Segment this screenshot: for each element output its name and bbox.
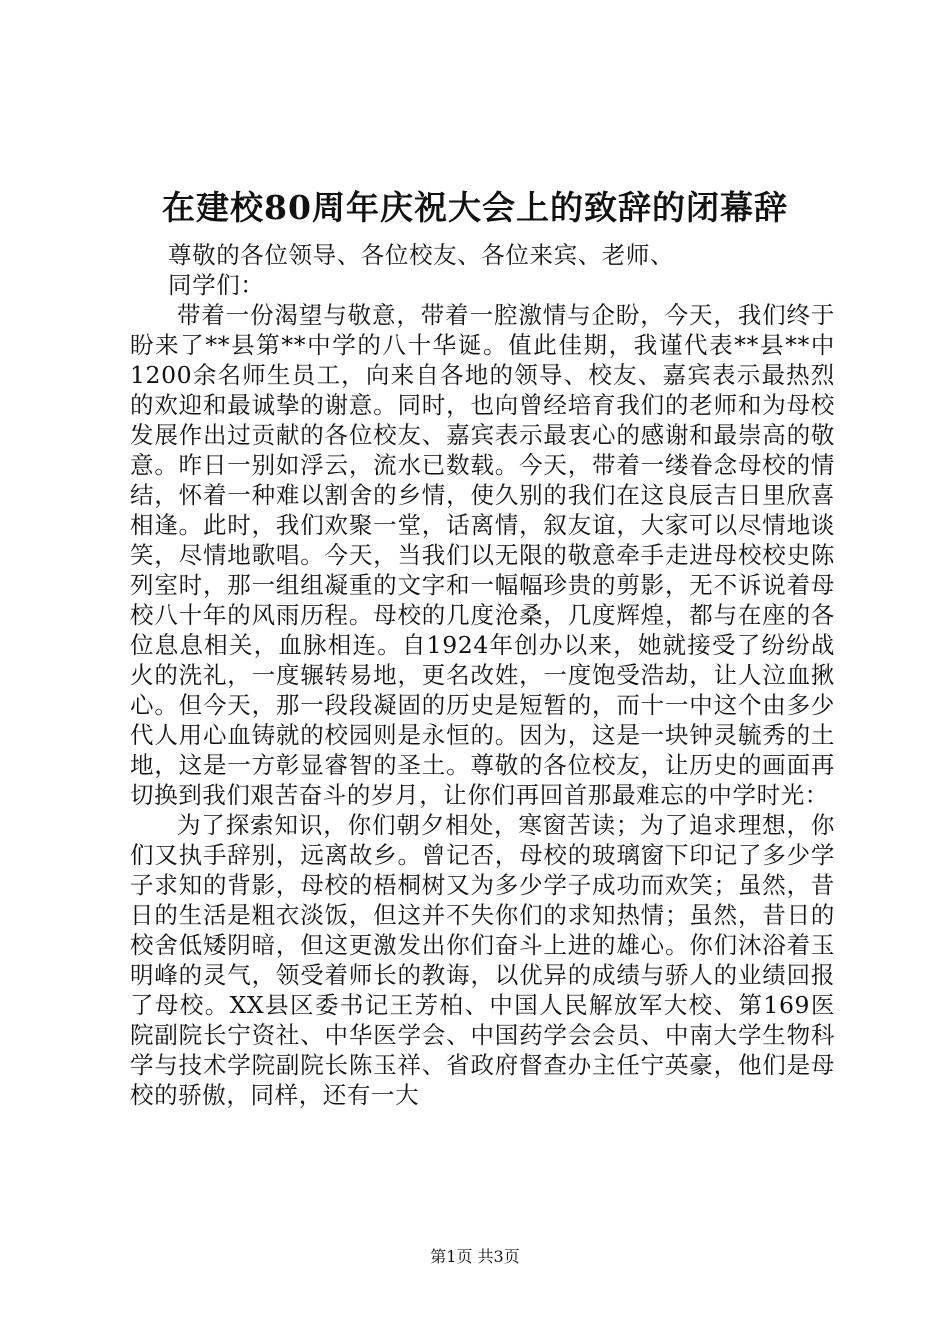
document-body bbox=[130, 240, 835, 1110]
document-title: 在建校80周年庆祝大会上的致辞的闭幕辞 bbox=[162, 188, 788, 227]
paragraph-2: 为了探索知识，你们朝夕相处，寒窗苦读；为了追求理想，你们又执手辞别，远离故乡。曾记否，母校的玻璃窗下印记了多少学子求知的背影，母校的梧桐树又为多少学子成功而欢笑；虽然，昔日的生活是粗衣淡饭，但这并不失你们的求知热情；虽然，昔日的校舍低矮阴暗，但这更激发出你们奋斗上进的雄心。你们沐浴着玉明峰的灵气，领受着师长的教诲，以优异的成绩与骄人的业绩回报了母校。XX县区委书记王芳柏、中国人民解放军大校、第169医院副院长宁资社、中华医学会、中国药学会会员、中南大学生物科学与技术学院副院长陈玉祥、省政府督查办主任宁英豪，他们是母校的骄傲，同样，还有一大 bbox=[130, 811, 835, 1109]
page-footer: 第1页 共3页 bbox=[430, 1247, 520, 1266]
greeting-line-2: 同学们： bbox=[168, 271, 265, 299]
paragraph-1: 带着一份渴望与敬意，带着一腔激情与企盼，今天，我们终于盼来了**县第**中学的八十华诞。值此佳期，我谨代表**县**中1200余名师生员工，向来自各地的领导、校友、嘉宾表示最热烈的欢迎和最诚挚的谢意。同时，也向曾经培育我们的老师和为母校发展作出过贡献的各位校友、嘉宾表示最衷心的感谢和最崇高的敬意。昨日一别如浮云，流水已数载。今天，带着一缕眷念母校的情结，怀着一种难以割舍的乡情，使久别的我们在这良辰吉日里欣喜相逢。此时，我们欢聚一堂，话离情，叙友谊，大家可以尽情地谈笑，尽情地歌唱。今天，当我们以无限的敬意牵手走进母校校史陈列室时，那一组组凝重的文字和一幅幅珍贵的剪影，无不诉说着母校八十年的风雨历程。母校的几度沧桑，几度辉煌，都与在座的各位息息相关，血脉相连。自1924年创办以来，她就接受了纷纷战火的洗礼，一度辗转易地，更名改姓，一度饱受浩劫，让人泣血揪心。但今天，那一段段凝固的历史是短暂的，而十一中这个由多少代人用心血铸就的校园则是永恒的。因为，这是一块钟灵毓秀的土地，这是一方彰显睿智的圣土。尊敬的各位校友，让历史的画面再切换到我们艰苦奋斗的岁月，让你们再回首那最难忘的中学时光： bbox=[130, 301, 835, 809]
greeting-line-1: 尊敬的各位领导、各位校友、各位来宾、老师、 bbox=[168, 241, 675, 269]
